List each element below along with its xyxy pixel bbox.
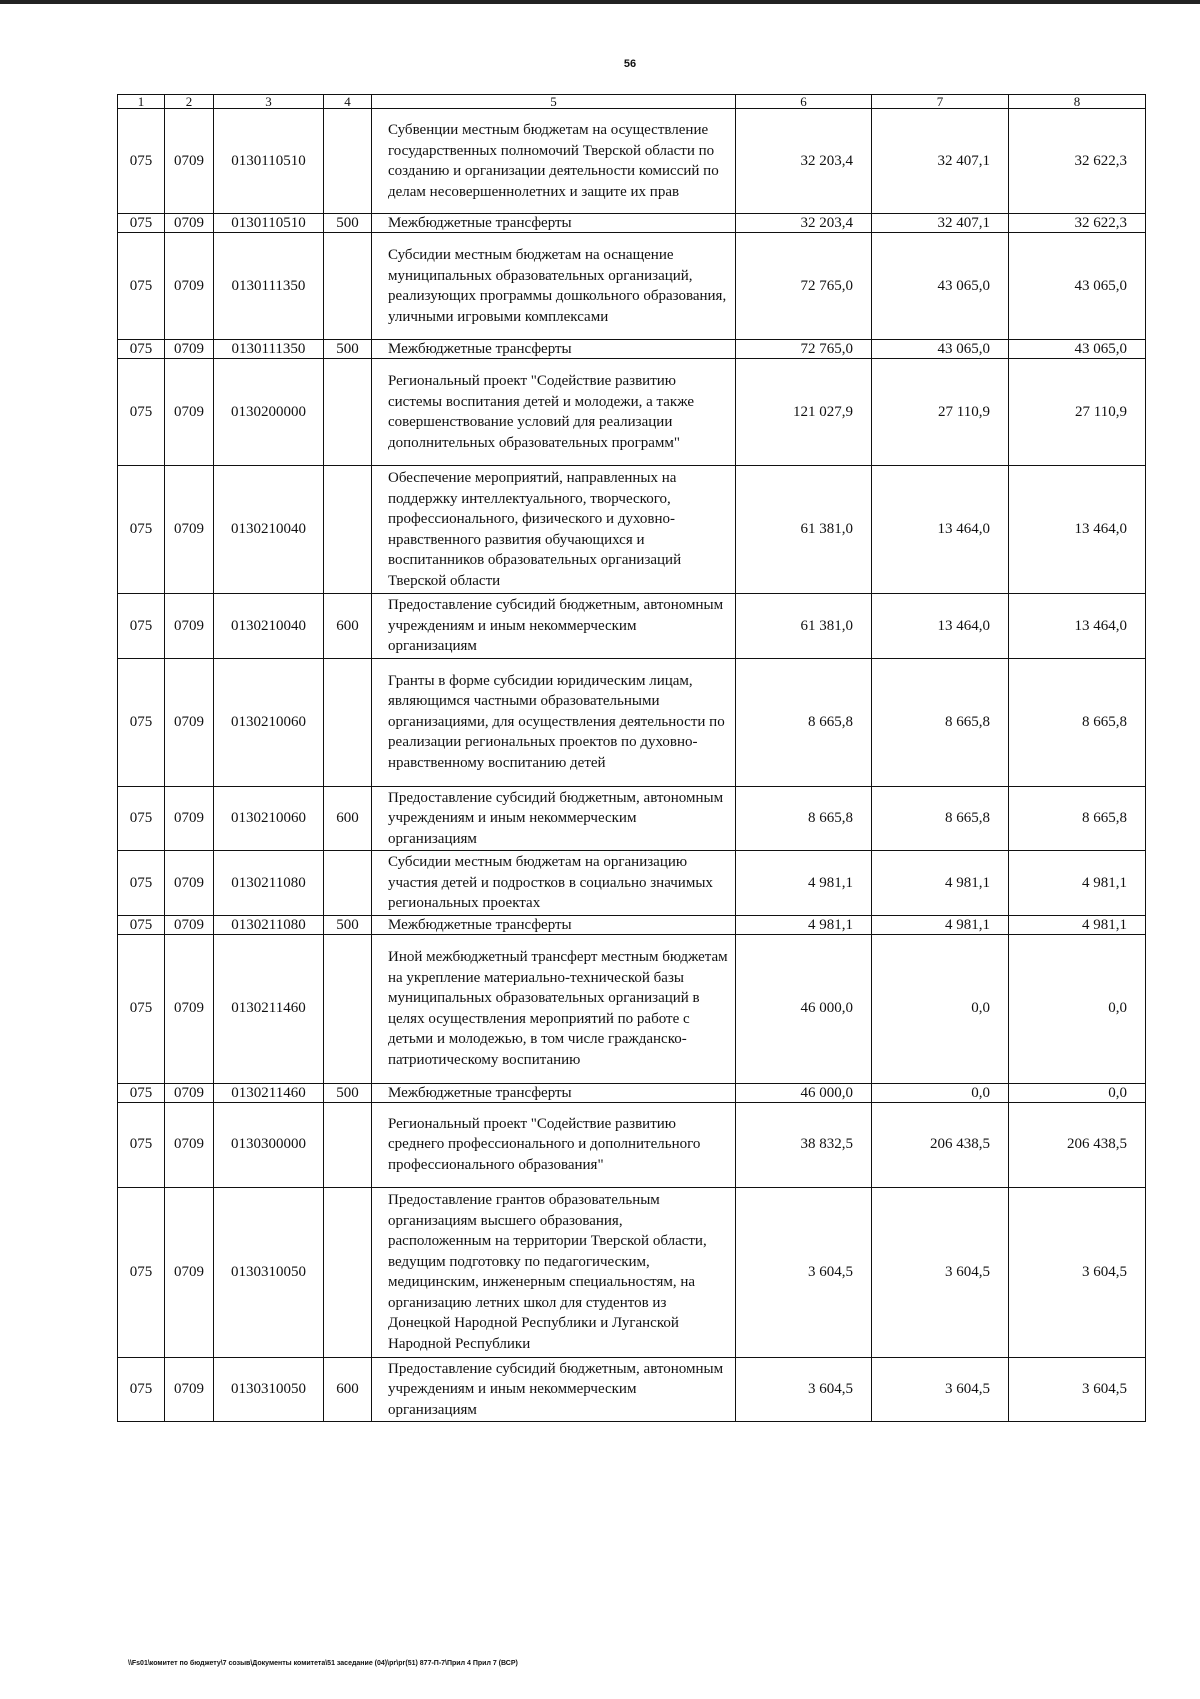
amount-col6: 8 665,8 [736, 658, 872, 786]
table-row [118, 466, 1146, 594]
column-header: 7 [872, 95, 1009, 109]
table-row [118, 1083, 1146, 1102]
ministry-code: 075 [118, 915, 165, 934]
amount-col7: 8 665,8 [872, 658, 1009, 786]
target-article-code: 0130211080 [214, 915, 324, 934]
target-article-code: 0130211460 [214, 934, 324, 1083]
file-path-footer: \\Fs01\комитет по бюджету\7 созыв\Документы комитета\51 заседание (04)\рг\рг(51) 877-П-7\Прил 4 Прил 7 (ВСР) [128, 1660, 518, 1667]
section-code: 0709 [165, 915, 214, 934]
amount-col7: 32 407,1 [872, 109, 1009, 214]
column-header: 1 [118, 95, 165, 109]
expense-description: Обеспечение мероприятий, направленных на поддержку интеллектуального, творческого, профессионального, физического и духовно-нравственного развития обучающихся и воспитанников образовательных организаций Тверской области [372, 466, 736, 594]
amount-col6: 32 203,4 [736, 214, 872, 233]
expense-description: Региональный проект "Содействие развитию среднего профессионального и дополнительного профессионального образования" [372, 1102, 736, 1187]
table-row [118, 851, 1146, 916]
ministry-code: 075 [118, 359, 165, 466]
table-row [118, 1187, 1146, 1357]
amount-col7: 13 464,0 [872, 466, 1009, 594]
section-code: 0709 [165, 786, 214, 851]
ministry-code: 075 [118, 1083, 165, 1102]
section-code: 0709 [165, 1187, 214, 1357]
expense-description: Межбюджетные трансферты [372, 214, 736, 233]
amount-col6: 3 604,5 [736, 1357, 872, 1422]
expense-description: Субсидии местным бюджетам на организацию участия детей и подростков в социально значимых региональных проектах [372, 851, 736, 916]
amount-col8: 32 622,3 [1009, 214, 1146, 233]
table-row [118, 594, 1146, 659]
expense-description: Межбюджетные трансферты [372, 915, 736, 934]
amount-col7: 4 981,1 [872, 851, 1009, 916]
expense-type-code [324, 109, 372, 214]
amount-col8: 43 065,0 [1009, 233, 1146, 340]
amount-col7: 13 464,0 [872, 594, 1009, 659]
target-article-code: 0130111350 [214, 340, 324, 359]
amount-col8: 206 438,5 [1009, 1102, 1146, 1187]
table-row [118, 1102, 1146, 1187]
table-row [118, 233, 1146, 340]
table-row [118, 786, 1146, 851]
amount-col6: 4 981,1 [736, 851, 872, 916]
amount-col8: 3 604,5 [1009, 1357, 1146, 1422]
expense-description: Предоставление субсидий бюджетным, автономным учреждениям и иным некоммерческим организациям [372, 594, 736, 659]
column-number-row [118, 95, 1146, 109]
section-code: 0709 [165, 851, 214, 916]
ministry-code: 075 [118, 1102, 165, 1187]
expense-type-code [324, 934, 372, 1083]
expense-type-code: 500 [324, 915, 372, 934]
section-code: 0709 [165, 1102, 214, 1187]
table-row [118, 109, 1146, 214]
amount-col7: 43 065,0 [872, 233, 1009, 340]
amount-col8: 8 665,8 [1009, 658, 1146, 786]
amount-col7: 27 110,9 [872, 359, 1009, 466]
column-header: 8 [1009, 95, 1146, 109]
table-row [118, 934, 1146, 1083]
target-article-code: 0130210060 [214, 786, 324, 851]
amount-col8: 8 665,8 [1009, 786, 1146, 851]
column-header: 4 [324, 95, 372, 109]
amount-col6: 121 027,9 [736, 359, 872, 466]
amount-col6: 72 765,0 [736, 340, 872, 359]
ministry-code: 075 [118, 466, 165, 594]
expense-description: Гранты в форме субсидии юридическим лицам, являющимся частными образовательными организациями, для осуществления деятельности по реализации региональных проектов по духовно-нравственному воспитанию детей [372, 658, 736, 786]
expense-type-code [324, 851, 372, 916]
amount-col6: 3 604,5 [736, 1187, 872, 1357]
target-article-code: 0130210040 [214, 594, 324, 659]
amount-col6: 32 203,4 [736, 109, 872, 214]
expense-type-code [324, 466, 372, 594]
amount-col7: 0,0 [872, 934, 1009, 1083]
expense-type-code: 600 [324, 786, 372, 851]
expense-type-code: 600 [324, 1357, 372, 1422]
target-article-code: 0130211460 [214, 1083, 324, 1102]
column-header: 2 [165, 95, 214, 109]
expense-description: Иной межбюджетный трансферт местным бюджетам на укрепление материально-технической базы муниципальных образовательных организаций в целях осуществления мероприятий по работе с детьми и молодежью, в том числе гражданско-патриотическому воспитанию [372, 934, 736, 1083]
table-row [118, 359, 1146, 466]
column-header: 5 [372, 95, 736, 109]
section-code: 0709 [165, 466, 214, 594]
column-header: 6 [736, 95, 872, 109]
amount-col7: 3 604,5 [872, 1357, 1009, 1422]
expense-description: Региональный проект "Содействие развитию системы воспитания детей и молодежи, а также совершенствование условий для реализации дополнительных образовательных программ" [372, 359, 736, 466]
amount-col6: 46 000,0 [736, 1083, 872, 1102]
target-article-code: 0130210040 [214, 466, 324, 594]
scan-top-border [0, 0, 1200, 4]
amount-col7: 4 981,1 [872, 915, 1009, 934]
amount-col7: 8 665,8 [872, 786, 1009, 851]
section-code: 0709 [165, 658, 214, 786]
expense-type-code: 600 [324, 594, 372, 659]
section-code: 0709 [165, 233, 214, 340]
expense-type-code [324, 1102, 372, 1187]
section-code: 0709 [165, 340, 214, 359]
amount-col8: 4 981,1 [1009, 851, 1146, 916]
table-body [118, 109, 1146, 1422]
expense-description: Субсидии местным бюджетам на оснащение муниципальных образовательных организаций, реализующих программы дошкольного образования, уличными игровыми комплексами [372, 233, 736, 340]
expense-type-code [324, 233, 372, 340]
target-article-code: 0130310050 [214, 1187, 324, 1357]
table-row [118, 340, 1146, 359]
section-code: 0709 [165, 109, 214, 214]
expense-type-code: 500 [324, 340, 372, 359]
ministry-code: 075 [118, 934, 165, 1083]
target-article-code: 0130310050 [214, 1357, 324, 1422]
expense-description: Субвенции местным бюджетам на осуществление государственных полномочий Тверской области по созданию и организации деятельности комиссий по делам несовершеннолетних и защите их прав [372, 109, 736, 214]
ministry-code: 075 [118, 851, 165, 916]
amount-col6: 4 981,1 [736, 915, 872, 934]
ministry-code: 075 [118, 658, 165, 786]
amount-col8: 43 065,0 [1009, 340, 1146, 359]
table-row [118, 658, 1146, 786]
target-article-code: 0130300000 [214, 1102, 324, 1187]
target-article-code: 0130211080 [214, 851, 324, 916]
section-code: 0709 [165, 934, 214, 1083]
expense-description: Межбюджетные трансферты [372, 1083, 736, 1102]
amount-col8: 32 622,3 [1009, 109, 1146, 214]
amount-col6: 46 000,0 [736, 934, 872, 1083]
target-article-code: 0130111350 [214, 233, 324, 340]
expense-description: Межбюджетные трансферты [372, 340, 736, 359]
amount-col8: 0,0 [1009, 934, 1146, 1083]
amount-col8: 13 464,0 [1009, 594, 1146, 659]
amount-col8: 3 604,5 [1009, 1187, 1146, 1357]
section-code: 0709 [165, 359, 214, 466]
budget-table [117, 94, 1146, 1422]
expense-type-code [324, 1187, 372, 1357]
table-row [118, 915, 1146, 934]
target-article-code: 0130210060 [214, 658, 324, 786]
ministry-code: 075 [118, 1187, 165, 1357]
section-code: 0709 [165, 594, 214, 659]
amount-col7: 206 438,5 [872, 1102, 1009, 1187]
section-code: 0709 [165, 1357, 214, 1422]
amount-col6: 61 381,0 [736, 594, 872, 659]
ministry-code: 075 [118, 786, 165, 851]
amount-col8: 27 110,9 [1009, 359, 1146, 466]
column-header: 3 [214, 95, 324, 109]
table-row [118, 214, 1146, 233]
amount-col6: 61 381,0 [736, 466, 872, 594]
amount-col7: 3 604,5 [872, 1187, 1009, 1357]
amount-col6: 72 765,0 [736, 233, 872, 340]
amount-col7: 0,0 [872, 1083, 1009, 1102]
expense-type-code: 500 [324, 1083, 372, 1102]
section-code: 0709 [165, 214, 214, 233]
amount-col6: 38 832,5 [736, 1102, 872, 1187]
expense-description: Предоставление субсидий бюджетным, автономным учреждениям и иным некоммерческим организациям [372, 1357, 736, 1422]
ministry-code: 075 [118, 340, 165, 359]
amount-col7: 43 065,0 [872, 340, 1009, 359]
amount-col6: 8 665,8 [736, 786, 872, 851]
table-row [118, 1357, 1146, 1422]
ministry-code: 075 [118, 233, 165, 340]
expense-type-code [324, 658, 372, 786]
target-article-code: 0130200000 [214, 359, 324, 466]
expense-description: Предоставление субсидий бюджетным, автономным учреждениям и иным некоммерческим организациям [372, 786, 736, 851]
target-article-code: 0130110510 [214, 109, 324, 214]
page-number: 56 [623, 58, 637, 70]
amount-col8: 13 464,0 [1009, 466, 1146, 594]
ministry-code: 075 [118, 1357, 165, 1422]
ministry-code: 075 [118, 594, 165, 659]
ministry-code: 075 [118, 214, 165, 233]
expense-type-code: 500 [324, 214, 372, 233]
amount-col7: 32 407,1 [872, 214, 1009, 233]
amount-col8: 0,0 [1009, 1083, 1146, 1102]
ministry-code: 075 [118, 109, 165, 214]
amount-col8: 4 981,1 [1009, 915, 1146, 934]
target-article-code: 0130110510 [214, 214, 324, 233]
section-code: 0709 [165, 1083, 214, 1102]
expense-description: Предоставление грантов образовательным организациям высшего образования, расположенным на территории Тверской области, ведущим подготовку по педагогическим, медицинским, инженерным специальностям, на организацию летних школ для студентов из Донецкой Народной Республики и Луганской Народной Республики [372, 1187, 736, 1357]
expense-type-code [324, 359, 372, 466]
